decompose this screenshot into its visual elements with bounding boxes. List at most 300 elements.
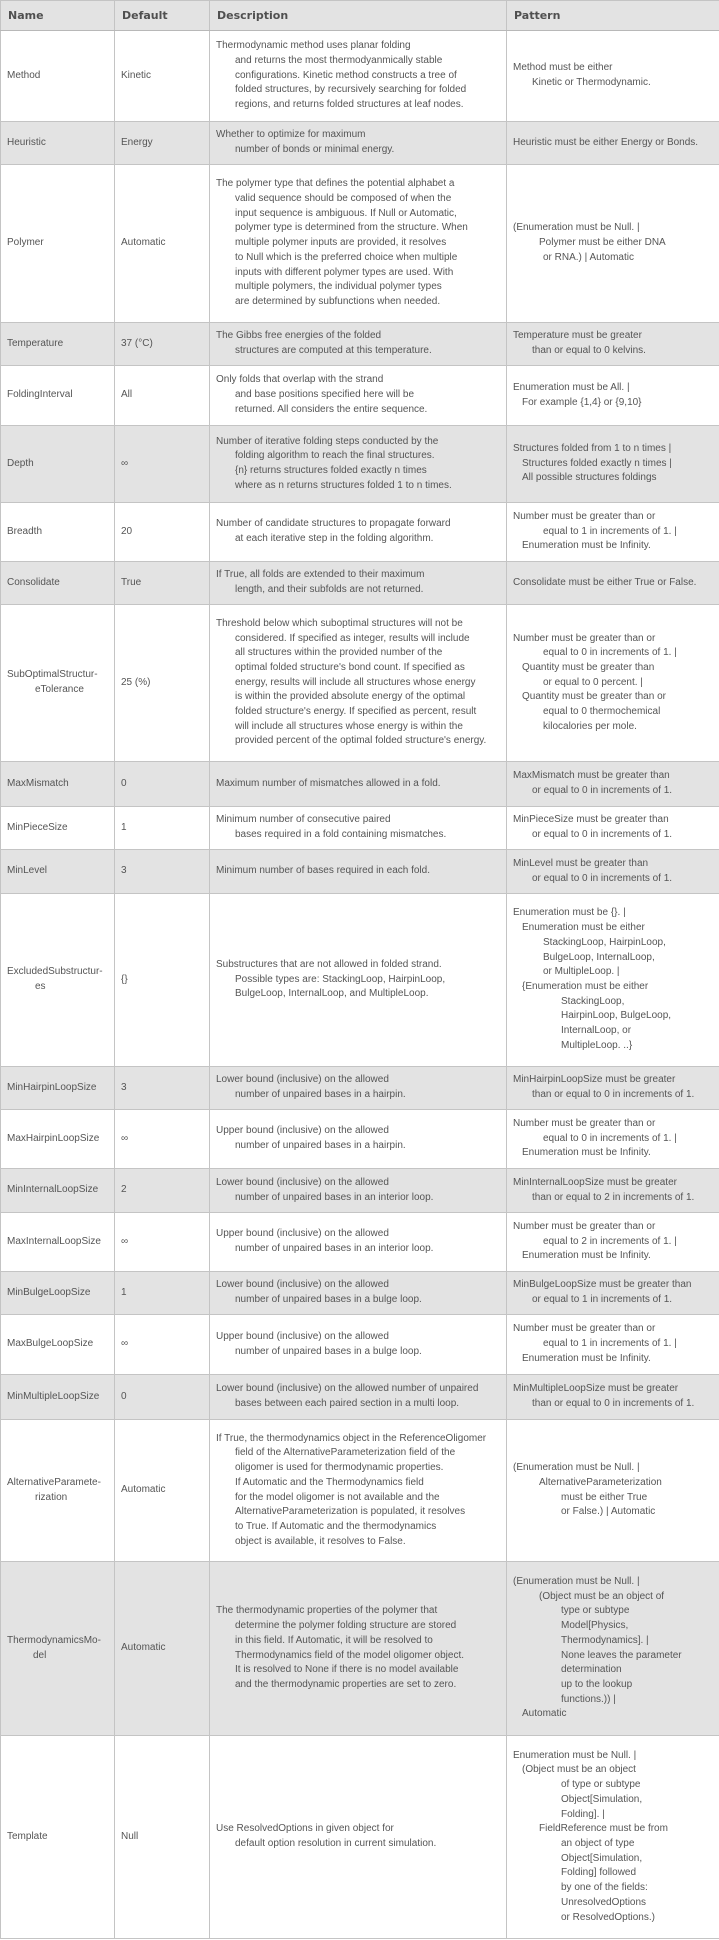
description-line: to True. If Automatic and the thermodynamics	[235, 1520, 437, 1532]
description-line: Only folds that overlap with the strand	[216, 374, 384, 386]
option-description	[210, 1736, 507, 1939]
pattern-line: Enumeration must be {}. |	[513, 907, 626, 919]
pattern-line: StackingLoop, HairpinLoop,	[543, 936, 666, 948]
pattern-line: determination	[561, 1664, 622, 1676]
description-line: bases between each paired section in a multi loop.	[235, 1398, 460, 1409]
option-name	[1, 562, 115, 605]
table-row	[1, 850, 719, 894]
description-line: valid sequence should be composed of when the	[235, 193, 452, 205]
description-line: and base positions specified here will be	[235, 389, 414, 401]
table-row	[1, 1213, 719, 1272]
option-pattern	[507, 1420, 719, 1562]
pattern-line: None leaves the parameter	[561, 1649, 682, 1661]
pattern-line: Quantity must be greater than or	[522, 691, 666, 703]
table-row	[1, 562, 719, 605]
pattern-line: Heuristic must be either Energy or Bonds.	[513, 136, 699, 148]
pattern-line: Structures folded exactly n times |	[522, 457, 672, 469]
pattern-line: Number must be greater than or	[513, 1323, 656, 1335]
option-description	[210, 1213, 507, 1272]
table-row	[1, 323, 719, 366]
option-name	[1, 1562, 115, 1736]
pattern-line: Enumeration must be Null. |	[513, 1749, 637, 1761]
table-row	[1, 1067, 719, 1110]
option-name-line: MinBulgeLoopSize	[7, 1286, 91, 1298]
option-name-line: Breadth	[7, 525, 43, 537]
option-name	[1, 503, 115, 562]
pattern-line: Folding]. |	[561, 1808, 605, 1820]
option-description	[210, 1375, 507, 1420]
option-description	[210, 894, 507, 1067]
option-description	[210, 165, 507, 323]
option-pattern	[507, 807, 719, 850]
description-line: number of unpaired bases in a bulge loop.	[235, 1294, 422, 1305]
option-default: Energy	[115, 122, 210, 165]
description-line: polymer type is determined from the structure. When	[235, 222, 468, 234]
description-line: BulgeLoop, InternalLoop, and MultipleLoop.	[235, 988, 429, 1000]
option-default: Automatic	[115, 165, 210, 323]
pattern-line: Object[Simulation,	[561, 1793, 643, 1805]
pattern-line: HairpinLoop, BulgeLoop,	[561, 1010, 672, 1022]
table-row	[1, 1736, 719, 1939]
description-line: Substructures that are not allowed in folded strand.	[216, 958, 442, 970]
description-line: folding algorithm to reach the final structures.	[235, 450, 435, 462]
table-row	[1, 894, 719, 1067]
option-name-line: ThermodynamicsMo-	[7, 1634, 101, 1646]
pattern-line: or equal to 0 in increments of 1.	[532, 829, 673, 840]
description-line: considered. If specified as integer, results will include	[235, 632, 470, 644]
pattern-line: Temperature must be greater	[513, 330, 642, 342]
description-line: default option resolution in current simulation.	[235, 1838, 437, 1849]
table-row	[1, 1110, 719, 1169]
pattern-line: or equal to 1 in increments of 1.	[532, 1294, 673, 1305]
pattern-line: All possible structures foldings	[522, 472, 657, 484]
description-line: Lower bound (inclusive) on the allowed	[216, 1074, 389, 1086]
description-line: Upper bound (inclusive) on the allowed	[216, 1228, 389, 1240]
option-name	[1, 807, 115, 850]
pattern-line: Enumeration must be Infinity.	[522, 540, 651, 552]
option-pattern	[507, 426, 719, 503]
pattern-line: {Enumeration must be either	[522, 981, 649, 992]
pattern-line: or False.) | Automatic	[561, 1506, 656, 1518]
option-pattern	[507, 503, 719, 562]
description-line: number of unpaired bases in an interior loop.	[235, 1243, 434, 1254]
option-pattern	[507, 1272, 719, 1315]
description-line: for the model oligomer is not available and the	[235, 1491, 440, 1503]
pattern-line: or equal to 0 in increments of 1.	[532, 785, 673, 796]
description-line: The Gibbs free energies of the folded	[216, 330, 382, 342]
description-line: bases required in a fold containing mismatches.	[235, 829, 447, 840]
option-name	[1, 323, 115, 366]
pattern-line: For example {1,4} or {9,10}	[522, 396, 642, 408]
option-name-line: MinMultipleLoopSize	[7, 1390, 100, 1402]
option-pattern	[507, 122, 719, 165]
pattern-line: MultipleLoop. ..}	[561, 1039, 633, 1051]
option-name	[1, 426, 115, 503]
option-default: Kinetic	[115, 31, 210, 122]
pattern-line: than or equal to 2 in increments of 1.	[532, 1191, 695, 1203]
pattern-line: of type or subtype	[561, 1779, 641, 1791]
option-name-line: Heuristic	[7, 136, 46, 148]
option-description	[210, 1067, 507, 1110]
description-line: energy, results will include all structures whose energy	[235, 676, 476, 688]
pattern-line: Kinetic or Thermodynamic.	[532, 77, 651, 88]
description-line: number of unpaired bases in a bulge loop.	[235, 1345, 422, 1357]
option-name-line: Depth	[7, 457, 34, 469]
description-line: Thermodynamic method uses planar folding	[216, 40, 411, 52]
pattern-line: (Enumeration must be Null. |	[513, 222, 640, 234]
description-line: to Null which is the preferred choice when multiple	[235, 251, 458, 263]
option-name-line: Consolidate	[7, 576, 60, 588]
description-line: at each iterative step in the folding algorithm.	[235, 533, 434, 544]
option-name-line: Temperature	[7, 337, 64, 349]
pattern-line: MinHairpinLoopSize must be greater	[513, 1074, 676, 1086]
header-row	[1, 1, 719, 31]
option-pattern	[507, 562, 719, 605]
option-name-line: rization	[35, 1491, 68, 1503]
option-description	[210, 605, 507, 762]
description-line: number of unpaired bases in an interior loop.	[235, 1191, 434, 1203]
table-row	[1, 122, 719, 165]
description-line: number of unpaired bases in a hairpin.	[235, 1089, 406, 1100]
table-row	[1, 31, 719, 122]
option-name-line: del	[33, 1649, 47, 1661]
description-line: Minimum number of bases required in each fold.	[216, 865, 430, 877]
header-name: Name	[1, 1, 115, 31]
option-name	[1, 850, 115, 894]
option-description	[210, 426, 507, 503]
option-name	[1, 1110, 115, 1169]
option-pattern	[507, 165, 719, 323]
description-line: configurations. Kinetic method constructs a tree of	[235, 69, 457, 81]
pattern-line: UnresolvedOptions	[561, 1896, 647, 1908]
option-description	[210, 31, 507, 122]
pattern-line: StackingLoop,	[561, 995, 625, 1007]
description-line: structures are computed at this temperature.	[235, 345, 432, 356]
option-description	[210, 762, 507, 807]
pattern-line: equal to 0 thermochemical	[543, 706, 661, 718]
description-line: Lower bound (inclusive) on the allowed number of unpaired	[216, 1383, 479, 1395]
option-name	[1, 605, 115, 762]
description-line: Upper bound (inclusive) on the allowed	[216, 1330, 389, 1342]
option-name-line: MaxBulgeLoopSize	[7, 1338, 94, 1350]
pattern-line: equal to 0 in increments of 1. |	[543, 1132, 677, 1144]
option-pattern	[507, 1067, 719, 1110]
option-default: 25 (%)	[115, 605, 210, 762]
description-line: If Automatic and the Thermodynamics field	[235, 1476, 424, 1488]
pattern-line: than or equal to 0 in increments of 1.	[532, 1398, 695, 1409]
description-line: input sequence is ambiguous. If Null or Automatic,	[235, 207, 457, 219]
pattern-line: Automatic	[522, 1708, 567, 1720]
table-row	[1, 1420, 719, 1562]
description-line: It is resolved to None if there is no model available	[235, 1664, 459, 1676]
pattern-line: AlternativeParameterization	[539, 1476, 662, 1488]
table-row	[1, 1315, 719, 1375]
option-pattern	[507, 1213, 719, 1272]
pattern-line: Thermodynamics]. |	[561, 1634, 649, 1646]
pattern-line: Consolidate must be either True or False.	[513, 576, 697, 588]
table-row	[1, 1272, 719, 1315]
pattern-line: Model[Physics,	[561, 1620, 629, 1632]
pattern-line: MaxMismatch must be greater than	[513, 770, 670, 782]
option-description	[210, 1169, 507, 1213]
description-line: and the thermodynamic properties are set to zero.	[235, 1678, 457, 1690]
option-default: Null	[115, 1736, 210, 1939]
option-name-line: SubOptimalStructur-	[7, 669, 98, 681]
option-pattern	[507, 762, 719, 807]
option-pattern	[507, 1169, 719, 1213]
pattern-line: (Enumeration must be Null. |	[513, 1575, 640, 1587]
option-name	[1, 1067, 115, 1110]
description-line: optimal folded structure's bond count. If specified as	[235, 661, 465, 673]
option-description	[210, 1562, 507, 1736]
option-name-line: eTolerance	[35, 684, 84, 695]
option-name	[1, 122, 115, 165]
pattern-line: kilocalories per mole.	[543, 720, 637, 732]
option-name	[1, 894, 115, 1067]
header-default: Default	[115, 1, 210, 31]
pattern-line: type or subtype	[561, 1605, 630, 1617]
option-pattern	[507, 1736, 719, 1939]
pattern-line: (Object must be an object	[522, 1764, 636, 1776]
option-name-line: MaxInternalLoopSize	[7, 1235, 101, 1247]
option-pattern	[507, 366, 719, 426]
description-line: Maximum number of mismatches allowed in a fold.	[216, 777, 441, 789]
table-row	[1, 426, 719, 503]
description-line: folded structure's energy. If specified as percent, result	[235, 706, 477, 718]
option-pattern	[507, 1110, 719, 1169]
option-pattern	[507, 1315, 719, 1375]
option-name	[1, 1736, 115, 1939]
description-line: oligomer is used for thermodynamic properties.	[235, 1462, 444, 1474]
pattern-line: Enumeration must be either	[522, 922, 645, 934]
pattern-line: than or equal to 0 kelvins.	[532, 345, 646, 356]
option-default: 20	[115, 503, 210, 562]
description-line: {n} returns structures folded exactly n times	[235, 465, 427, 476]
option-name-line: es	[35, 981, 46, 992]
description-line: will include all structures whose energy is within the	[235, 720, 463, 732]
pattern-line: Number must be greater than or	[513, 1117, 656, 1129]
option-name-line: AlternativeParamete-	[7, 1476, 101, 1488]
pattern-line: or equal to 0 percent. |	[543, 676, 643, 688]
description-line: Number of candidate structures to propagate forward	[216, 518, 451, 530]
description-line: If True, all folds are extended to their maximum	[216, 569, 425, 581]
pattern-line: must be either True	[561, 1491, 648, 1503]
pattern-line: than or equal to 0 in increments of 1.	[532, 1089, 695, 1100]
pattern-line: equal to 0 in increments of 1. |	[543, 647, 677, 659]
option-name-line: Template	[7, 1830, 48, 1842]
option-name	[1, 1272, 115, 1315]
table-row	[1, 605, 719, 762]
option-name-line: Method	[7, 69, 41, 81]
option-default: Automatic	[115, 1562, 210, 1736]
pattern-line: Enumeration must be Infinity.	[522, 1250, 651, 1262]
pattern-line: or ResolvedOptions.)	[561, 1911, 655, 1923]
table-row	[1, 1169, 719, 1213]
header-pattern: Pattern	[507, 1, 719, 31]
option-pattern	[507, 605, 719, 762]
option-name	[1, 1420, 115, 1562]
pattern-line: Number must be greater than or	[513, 1220, 656, 1232]
description-line: is within the provided absolute energy of the optimal	[235, 691, 466, 703]
options-table-body	[1, 31, 719, 1939]
option-name	[1, 1169, 115, 1213]
description-line: field of the AlternativeParameterization field of the	[235, 1447, 456, 1459]
description-line: regions, and returns folded structures at leaf nodes.	[235, 99, 464, 111]
table-row	[1, 165, 719, 323]
pattern-line: (Object must be an object of	[539, 1590, 665, 1602]
option-default: ∞	[115, 1213, 210, 1272]
pattern-line: MinMultipleLoopSize must be greater	[513, 1383, 679, 1395]
pattern-line: functions.)) |	[561, 1693, 616, 1705]
pattern-line: MinInternalLoopSize must be greater	[513, 1176, 677, 1188]
description-line: Number of iterative folding steps conducted by the	[216, 435, 439, 447]
description-line: all structures within the provided number of the	[235, 647, 443, 659]
option-name-line: MinPieceSize	[7, 821, 68, 833]
description-line: where as n returns structures folded 1 to n times.	[235, 479, 452, 491]
description-line: multiple polymer inputs are provided, it resolves	[235, 237, 447, 249]
description-line: Lower bound (inclusive) on the allowed	[216, 1176, 389, 1188]
option-default: {}	[115, 894, 210, 1067]
description-line: Lower bound (inclusive) on the allowed	[216, 1279, 389, 1291]
option-pattern	[507, 31, 719, 122]
option-pattern	[507, 1375, 719, 1420]
table-row	[1, 1562, 719, 1736]
option-description	[210, 503, 507, 562]
option-default: 3	[115, 1067, 210, 1110]
description-line: AlternativeParameterization is populated, it resolves	[235, 1506, 466, 1518]
pattern-line: equal to 2 in increments of 1. |	[543, 1235, 677, 1247]
table-row	[1, 807, 719, 850]
option-default: 2	[115, 1169, 210, 1213]
option-description	[210, 1272, 507, 1315]
option-name-line: FoldingInterval	[7, 389, 73, 401]
pattern-line: FieldReference must be from	[539, 1823, 668, 1835]
option-description	[210, 1110, 507, 1169]
pattern-line: MinBulgeLoopSize must be greater than	[513, 1279, 692, 1291]
description-line: Thermodynamics field of the model oligomer object.	[235, 1649, 464, 1661]
table-row	[1, 762, 719, 807]
pattern-line: Quantity must be greater than	[522, 661, 655, 673]
description-line: length, and their subfolds are not returned.	[235, 584, 424, 595]
pattern-line: Object[Simulation,	[561, 1852, 643, 1864]
option-pattern	[507, 894, 719, 1067]
description-line: If True, the thermodynamics object in the ReferenceOligomer	[216, 1432, 487, 1444]
option-name	[1, 1315, 115, 1375]
description-line: number of bonds or minimal energy.	[235, 144, 395, 155]
option-name-line: MaxMismatch	[7, 777, 69, 789]
option-name-line: MinLevel	[7, 865, 48, 877]
pattern-line: Number must be greater than or	[513, 632, 656, 644]
option-pattern	[507, 850, 719, 894]
pattern-line: (Enumeration must be Null. |	[513, 1462, 640, 1474]
pattern-line: Enumeration must be Infinity.	[522, 1147, 651, 1159]
description-line: Possible types are: StackingLoop, HairpinLoop,	[235, 973, 446, 985]
option-name-line: MinHairpinLoopSize	[7, 1081, 97, 1093]
option-default: 37 (°C)	[115, 323, 210, 366]
pattern-line: Enumeration must be Infinity.	[522, 1352, 651, 1364]
pattern-line: equal to 1 in increments of 1. |	[543, 1338, 677, 1350]
description-line: Use ResolvedOptions in given object for	[216, 1823, 394, 1835]
description-line: Upper bound (inclusive) on the allowed	[216, 1125, 389, 1137]
description-line: number of unpaired bases in a hairpin.	[235, 1140, 406, 1151]
option-description	[210, 1420, 507, 1562]
description-line: returned. All considers the entire sequence.	[235, 403, 428, 415]
option-name-line: MinInternalLoopSize	[7, 1184, 99, 1196]
option-default: 1	[115, 1272, 210, 1315]
option-default: 1	[115, 807, 210, 850]
description-line: are determined by subfunctions when needed.	[235, 295, 441, 307]
option-name	[1, 762, 115, 807]
option-default: True	[115, 562, 210, 605]
option-pattern	[507, 323, 719, 366]
option-description	[210, 1315, 507, 1375]
pattern-line: BulgeLoop, InternalLoop,	[543, 951, 655, 963]
header-description: Description	[210, 1, 507, 31]
description-line: multiple polymers, the individual polymer types	[235, 281, 442, 293]
description-line: folded structures, by recursively searching for folded	[235, 84, 467, 96]
option-default: All	[115, 366, 210, 426]
pattern-line: up to the lookup	[561, 1678, 633, 1690]
pattern-line: Polymer must be either DNA	[539, 237, 666, 249]
option-name	[1, 165, 115, 323]
option-name-line: MaxHairpinLoopSize	[7, 1132, 100, 1144]
option-name-line: Polymer	[7, 237, 44, 249]
pattern-line: or MultipleLoop. |	[543, 966, 620, 978]
option-default: 0	[115, 1375, 210, 1420]
table-row	[1, 1375, 719, 1420]
pattern-line: equal to 1 in increments of 1. |	[543, 525, 677, 537]
option-pattern	[507, 1562, 719, 1736]
option-default: ∞	[115, 426, 210, 503]
description-line: and returns the most thermodyanmically stable	[235, 54, 443, 66]
pattern-line: InternalLoop, or	[561, 1025, 632, 1037]
pattern-line: by one of the fields:	[561, 1882, 648, 1894]
pattern-line: MinPieceSize must be greater than	[513, 814, 669, 826]
table-row	[1, 366, 719, 426]
pattern-line: Method must be either	[513, 62, 613, 74]
option-default: ∞	[115, 1110, 210, 1169]
option-name	[1, 1375, 115, 1420]
description-line: determine the polymer folding structure are stored	[235, 1620, 457, 1632]
table-row	[1, 503, 719, 562]
description-line: in this field. If Automatic, it will be resolved to	[235, 1634, 433, 1646]
option-description	[210, 366, 507, 426]
option-default: 0	[115, 762, 210, 807]
pattern-line: Structures folded from 1 to n times |	[513, 442, 672, 454]
pattern-line: MinLevel must be greater than	[513, 857, 649, 869]
pattern-line: or equal to 0 in increments of 1.	[532, 872, 673, 884]
option-name-line: ExcludedSubstructur-	[7, 966, 103, 978]
pattern-line: an object of type	[561, 1838, 635, 1849]
description-line: provided percent of the optimal folded structure's energy.	[235, 735, 487, 747]
option-name	[1, 366, 115, 426]
pattern-line: Enumeration must be All. |	[513, 381, 630, 393]
pattern-line: Folding] followed	[561, 1867, 637, 1879]
option-description	[210, 562, 507, 605]
description-line: The thermodynamic properties of the polymer that	[216, 1605, 438, 1617]
option-name	[1, 31, 115, 122]
description-line: Threshold below which suboptimal structures will not be	[216, 617, 463, 629]
description-line: object is available, it resolves to False.	[235, 1535, 406, 1547]
description-line: Minimum number of consecutive paired	[216, 814, 391, 826]
option-default: Automatic	[115, 1420, 210, 1562]
description-line: inputs with different polymer types are used. With	[235, 266, 454, 278]
option-name	[1, 1213, 115, 1272]
option-default: 3	[115, 850, 210, 894]
option-description	[210, 807, 507, 850]
option-description	[210, 323, 507, 366]
description-line: Whether to optimize for maximum	[216, 129, 366, 141]
